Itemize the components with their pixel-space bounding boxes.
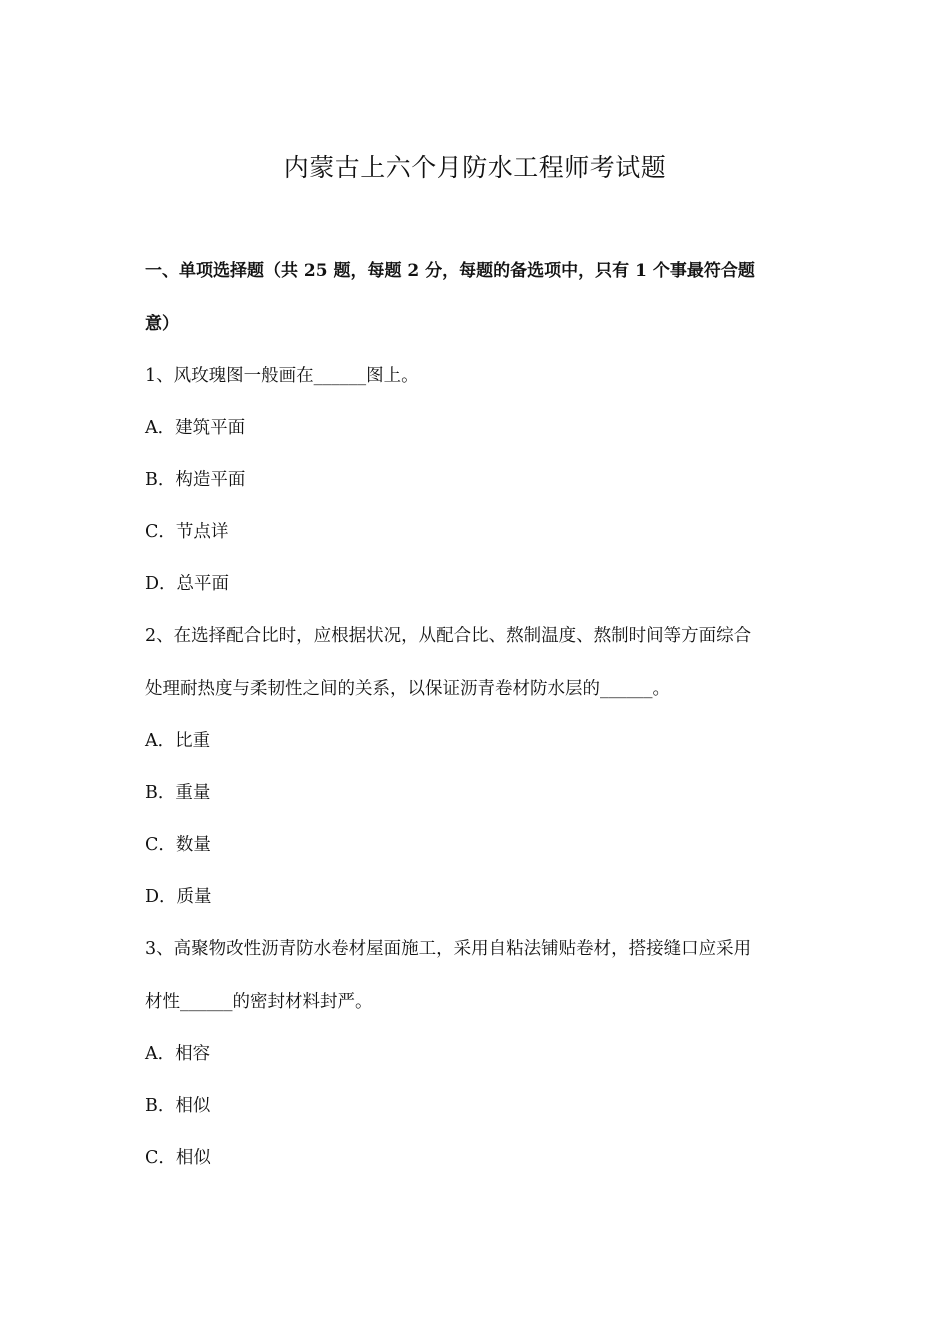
question-1-option-c: C．节点详: [145, 522, 229, 542]
question-2-option-d: D．质量: [145, 887, 212, 907]
question-1-stem: 1、风玫瑰图一般画在______图上。: [145, 366, 419, 386]
question-1-option-d: D．总平面: [145, 574, 230, 594]
question-3-option-a: A．相容: [145, 1044, 211, 1064]
question-2-option-b: B．重量: [145, 783, 211, 803]
question-2-option-c: C．数量: [145, 835, 211, 855]
question-1-option-a: A．建筑平面: [145, 418, 246, 438]
document-title: 内蒙古上六个月防水工程师考试题: [283, 153, 667, 182]
question-1-option-b: B．构造平面: [145, 470, 246, 490]
question-2-stem-line-2: 处理耐热度与柔韧性之间的关系，以保证沥青卷材防水层的______。: [145, 679, 670, 699]
question-3-stem-line-2: 材性______的密封材料封严。: [145, 992, 373, 1012]
question-3-option-b: B．相似: [145, 1096, 211, 1116]
section-heading-line-1: 一、单项选择题（共 25 题，每题 2 分，每题的备选项中，只有 1 个事最符合题: [145, 261, 755, 281]
question-3-option-c: C．相似: [145, 1148, 211, 1168]
question-3-stem-line-1: 3、高聚物改性沥青防水卷材屋面施工，采用自粘法铺贴卷材，搭接缝口应采用: [145, 939, 752, 959]
question-2-stem-line-1: 2、在选择配合比时，应根据状况，从配合比、熬制温度、熬制时间等方面综合: [145, 626, 752, 646]
question-2-option-a: A．比重: [145, 731, 211, 751]
section-heading-line-2: 意）: [145, 314, 179, 334]
